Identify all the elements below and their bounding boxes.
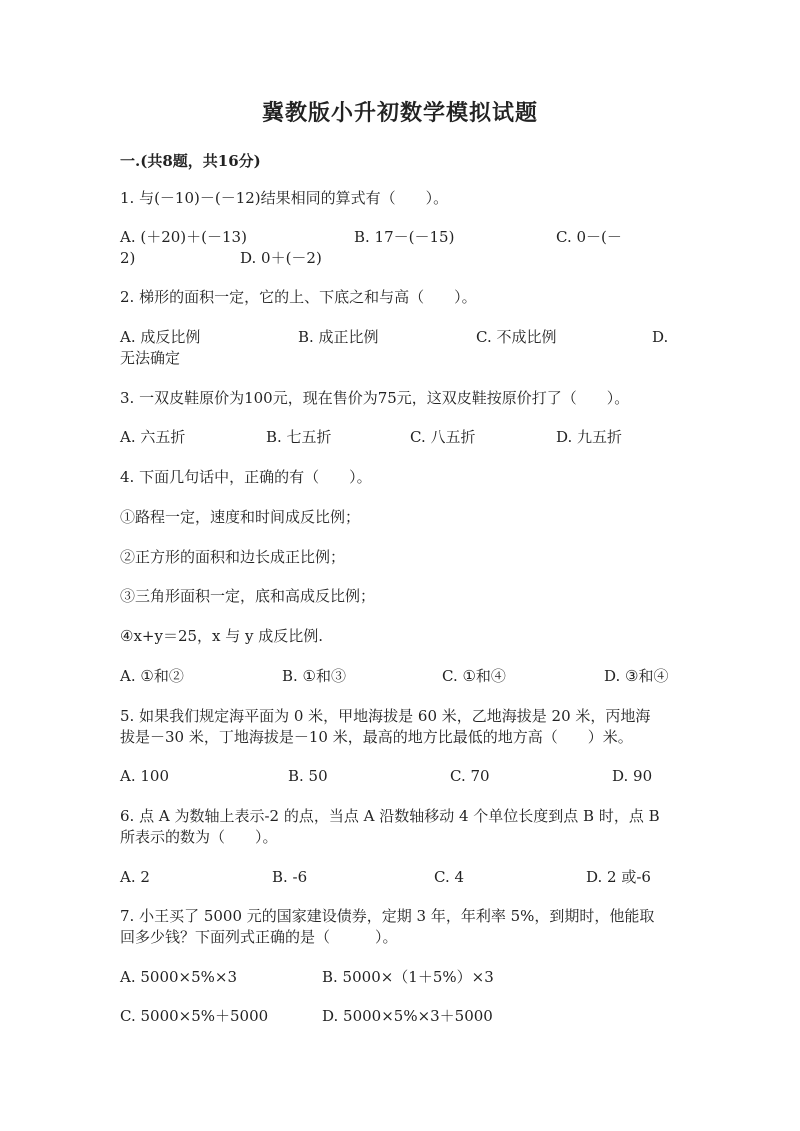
question-6-stem-line-2: 所表示的数为（ ）。 (120, 828, 278, 846)
question-1-option-b: B. 17－(－15) (354, 228, 455, 246)
question-7-option-c: C. 5000×5%＋5000 (120, 1007, 269, 1025)
question-1-option-a: A. (＋20)＋(－13) (120, 228, 247, 246)
question-4-option-d: D. ③和④ (604, 667, 669, 685)
question-3-stem: 3. 一双皮鞋原价为100元，现在售价为75元，这双皮鞋按原价打了（ ）。 (120, 389, 630, 407)
question-5-option-a: A. 100 (120, 767, 169, 785)
question-6-option-d: D. 2 或-6 (586, 868, 651, 886)
question-5-option-b: B. 50 (288, 767, 328, 785)
question-1-option-c: C. 0－(－ (556, 228, 622, 246)
question-3-option-a: A. 六五折 (120, 428, 186, 446)
question-5-stem-line-1: 5. 如果我们规定海平面为 0 米，甲地海拔是 60 米，乙地海拔是 20 米，丙地海 (120, 707, 651, 725)
question-6-option-b: B. -6 (272, 868, 308, 886)
question-7-option-b: B. 5000×（1＋5%）×3 (322, 968, 494, 986)
question-3-option-c: C. 八五折 (410, 428, 476, 446)
question-1-option-c-wrap: 2) (120, 249, 136, 267)
question-5-option-c: C. 70 (450, 767, 490, 785)
question-1-option-d: D. 0＋(－2) (240, 249, 322, 267)
question-2-option-a: A. 成反比例 (120, 328, 201, 346)
question-4-statement-4: ④x+y＝25，x 与 y 成反比例. (120, 627, 324, 645)
question-4-statement-1: ①路程一定，速度和时间成反比例； (120, 508, 361, 526)
question-6-option-a: A. 2 (120, 868, 150, 886)
question-7-stem-line-2: 回多少钱？下面列式正确的是（ ）。 (120, 928, 398, 946)
question-2-option-d-wrap: 无法确定 (120, 349, 181, 367)
page-title: 冀教版小升初数学模拟试题 (261, 100, 538, 126)
section-heading: 一.(共8题，共16分) (120, 152, 261, 170)
question-3-option-d: D. 九五折 (556, 428, 623, 446)
question-3-option-b: B. 七五折 (266, 428, 332, 446)
question-7-stem-line-1: 7. 小王买了 5000 元的国家建设债券，定期 3 年，年利率 5%，到期时，他能取 (120, 907, 655, 925)
question-4-statement-3: ③三角形面积一定，底和高成反比例； (120, 587, 376, 605)
question-1-stem: 1. 与(－10)－(－12)结果相同的算式有（ ）。 (120, 189, 449, 207)
question-5-option-d: D. 90 (612, 767, 653, 785)
question-4-option-c: C. ①和④ (442, 667, 506, 685)
question-2-option-c: C. 不成比例 (476, 328, 557, 346)
question-5-stem-line-2: 拔是－30 米，丁地海拔是－10 米，最高的地方比最低的地方高（ ）米。 (120, 728, 633, 746)
question-7-option-d: D. 5000×5%×3＋5000 (322, 1007, 493, 1025)
question-2-stem: 2. 梯形的面积一定，它的上、下底之和与高（ ）。 (120, 288, 477, 306)
question-4-option-b: B. ①和③ (282, 667, 347, 685)
question-4-statement-2: ②正方形的面积和边长成正比例； (120, 548, 346, 566)
question-4-option-a: A. ①和② (120, 667, 184, 685)
question-4-stem: 4. 下面几句话中，正确的有（ ）。 (120, 468, 372, 486)
question-7-option-a: A. 5000×5%×3 (120, 968, 238, 986)
question-6-option-c: C. 4 (434, 868, 465, 886)
question-6-stem-line-1: 6. 点 A 为数轴上表示-2 的点，当点 A 沿数轴移动 4 个单位长度到点 B 时，点 B (120, 807, 660, 825)
question-2-option-d: D. (652, 328, 669, 346)
question-2-option-b: B. 成正比例 (298, 328, 379, 346)
